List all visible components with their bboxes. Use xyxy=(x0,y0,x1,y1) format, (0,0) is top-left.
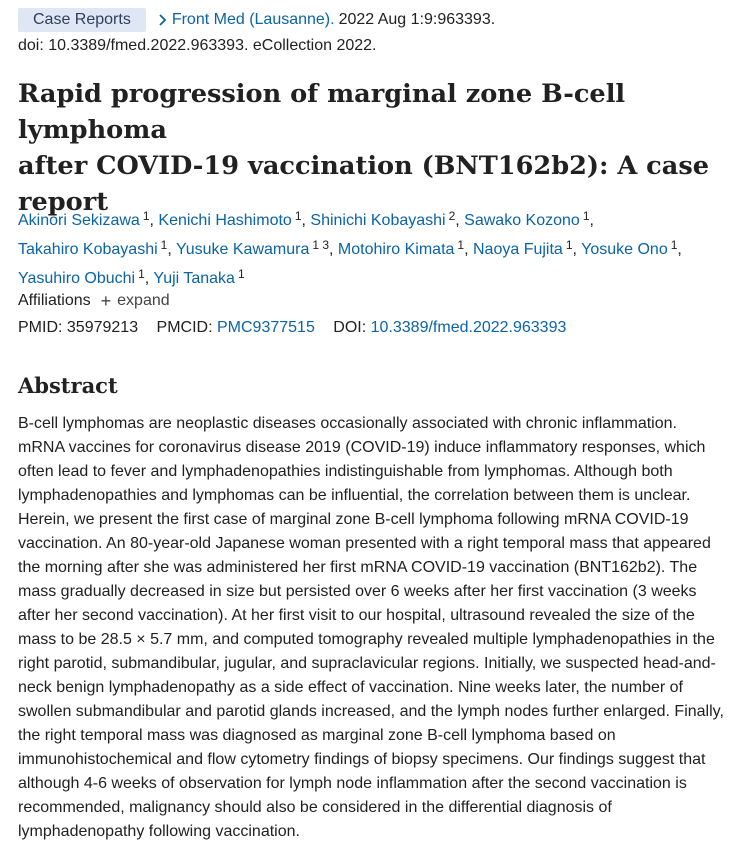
author-item xyxy=(18,238,168,258)
author-item xyxy=(473,238,573,258)
abstract-line: swollen submandibular and parotid glands increased, and the lymph nodes further enlarged. Finally, xyxy=(18,703,724,720)
author-item xyxy=(158,209,302,229)
affiliation-ref[interactable]: 1 3 xyxy=(312,238,330,252)
abstract-line: right parotid, submandibular, jugular, and supraclavicular regions. Initially, we suspected head-and- xyxy=(18,655,716,672)
citation-date: 2022 Aug 1:9:963393. xyxy=(338,11,496,28)
author-link[interactable]: Sawako Kozono xyxy=(464,212,580,229)
author-link[interactable]: Yasuhiro Obuchi xyxy=(18,270,136,287)
author-list: Akinori Sekizawa $^1$, Kenichi Hashimoto $^1$, Shinichi Kobayashi $^2$, Sawako Kozono $^1$, Takahiro Kobayashi $^1$, Yusuke Kawamura $^{1 3}$, Motohiro Kimata $^1$, Naoya Fujita $^1$, Yosuke Ono $^1$, Yasuhiro Obuchi $^1$, Yuji Tanaka $^1$ xyxy=(18,209,682,287)
expand-affiliations-button[interactable]: expand xyxy=(117,292,170,309)
affiliation-ref[interactable]: 1 xyxy=(160,238,168,252)
affiliation-ref[interactable]: 1 xyxy=(142,209,150,223)
abstract-line: although 4-6 weeks of observation for lymph node inflammation after the second vaccination is xyxy=(18,775,687,792)
author-item xyxy=(310,209,456,229)
author-link[interactable]: Shinichi Kobayashi xyxy=(310,212,446,229)
abstract-line: Herein, we present the first case of marginal zone B-cell lymphoma following mRNA COVID-19 xyxy=(18,511,689,528)
affiliation-ref[interactable]: 1 xyxy=(237,267,245,281)
publication-type-badge[interactable]: Case Reports xyxy=(18,8,146,32)
abstract-line: immunohistochemical and flow cytometry findings of biopsy specimens. Our findings suggest that xyxy=(18,751,706,768)
abstract-line: lymphadenopathy following vaccination. xyxy=(18,823,300,840)
author-link[interactable]: Yosuke Ono xyxy=(581,241,668,258)
citation-doi-line: doi: 10.3389/fmed.2022.963393. eCollection 2022. xyxy=(18,37,377,54)
abstract-line: B-cell lymphomas are neoplastic diseases occasionally associated with chronic inflammation. xyxy=(18,415,677,432)
pmcid-label: PMCID: xyxy=(156,319,213,336)
affiliations-row xyxy=(18,292,170,310)
author-link[interactable]: Kenichi Hashimoto xyxy=(158,212,292,229)
affiliation-ref[interactable]: 1 xyxy=(138,267,145,281)
author-item xyxy=(175,238,330,258)
abstract-line: recommended, malignancy should also be considered in the differential diagnosis of xyxy=(18,799,612,816)
affiliation-ref[interactable]: 1 xyxy=(457,238,465,252)
title-line: Rapid progression of marginal zone B-cell lymphoma xyxy=(18,79,626,145)
author-item xyxy=(464,209,590,229)
author-item xyxy=(581,238,678,258)
abstract-line: vaccination. An 80-year-old Japanese woman presented with a right temporal mass that appeared xyxy=(18,535,711,552)
title-line: after COVID-19 vaccination (BNT162b2): A case xyxy=(18,151,710,181)
abstract-line: neck benign lymphadenopathy as a side effect of vaccination. Nine weeks later, the number of xyxy=(18,679,683,696)
chevron-right-icon[interactable] xyxy=(156,13,170,27)
author-link[interactable]: Yuji Tanaka xyxy=(153,270,235,287)
affiliation-ref[interactable]: 2 xyxy=(448,209,456,223)
author-link[interactable]: Naoya Fujita xyxy=(473,241,563,258)
affiliations-label: Affiliations xyxy=(18,292,91,309)
affiliation-ref[interactable]: 1 xyxy=(582,209,590,223)
identifiers-row xyxy=(18,319,566,337)
abstract-line: the morning after she was administered her first mRNA COVID-19 vaccination (BNT162b2). The xyxy=(18,559,698,576)
author-link[interactable]: Akinori Sekizawa xyxy=(18,212,140,229)
affiliation-ref[interactable]: 1 xyxy=(565,238,573,252)
abstract-text xyxy=(18,412,742,844)
title-line: report xyxy=(18,187,109,217)
author-link[interactable]: Motohiro Kimata xyxy=(337,241,455,258)
abstract-line: mass gradually decreased in size but persisted over 6 weeks after her first vaccination (3 weeks xyxy=(18,583,697,600)
author-link[interactable]: Takahiro Kobayashi xyxy=(18,241,158,258)
plus-icon[interactable]: + xyxy=(100,291,112,311)
pmcid-link[interactable]: PMC9377515 xyxy=(217,319,315,336)
abstract-line: the right temporal mass was diagnosed as marginal zone B-cell lymphoma based on xyxy=(18,727,616,744)
article-title xyxy=(18,76,740,220)
pmid-label: PMID: xyxy=(18,319,63,336)
citation-row xyxy=(18,8,495,32)
abstract-heading: Abstract xyxy=(18,373,118,398)
author-item xyxy=(153,267,245,287)
affiliation-ref[interactable]: 1 xyxy=(670,238,678,252)
pmid-value: 35979213 xyxy=(66,319,139,336)
author-item xyxy=(18,209,150,229)
affiliation-ref[interactable]: 1 xyxy=(294,209,302,223)
doi-label: DOI: xyxy=(333,319,367,336)
author-item xyxy=(18,267,145,287)
abstract-line: mRNA vaccines for coronavirus disease 2019 (COVID-19) induce inflammatory responses, which xyxy=(18,439,706,456)
journal-link[interactable]: Front Med (Lausanne). xyxy=(171,11,335,28)
author-item xyxy=(337,238,465,258)
doi-link[interactable]: 10.3389/fmed.2022.963393 xyxy=(370,319,567,336)
abstract-line: after her second vaccination). At her first visit to our hospital, ultrasound revealed the size of the xyxy=(18,607,695,624)
author-link[interactable]: Yusuke Kawamura xyxy=(175,241,310,258)
abstract-line: mass to be 28.5 × 5.7 mm, and computed tomography revealed multiple lymphadenopathies in the xyxy=(18,631,715,648)
abstract-line: lymphadenopathies and lymphomas can be influential, the correlation between them is unclear. xyxy=(18,487,691,504)
abstract-line: often lead to fever and lymphadenopathies indistinguishable from lymphomas. Although both xyxy=(18,463,673,480)
